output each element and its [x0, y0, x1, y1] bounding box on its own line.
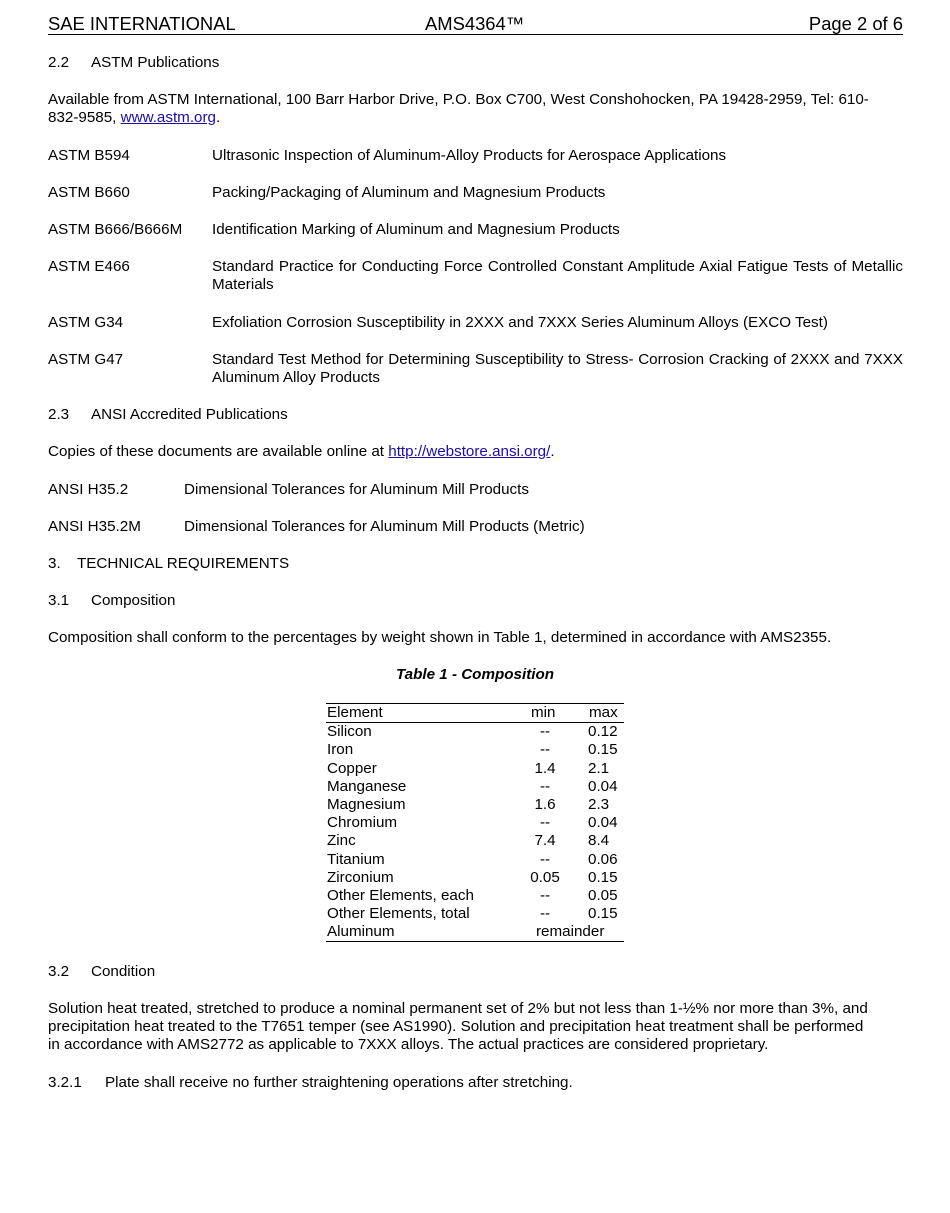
column-header-min: min	[531, 704, 556, 721]
reference-description: Standard Test Method for Determining Susceptibility to Stress- Corrosion Cracking of 2XXX and 7XXX Aluminum Alloy Products	[212, 351, 903, 386]
column-header-max: max	[589, 704, 618, 721]
composition-table	[326, 703, 624, 942]
table-row: Copper 1.4 2.1	[327, 759, 610, 777]
section-3-2-1-paragraph: 3.2.1 Plate shall receive no further straightening operations after stretching.	[48, 1074, 573, 1091]
reference-description: Standard Practice for Conducting Force Controlled Constant Amplitude Axial Fatigue Tests of Metallic Materials	[212, 258, 903, 293]
reference-code: ANSI H35.2M	[48, 518, 141, 535]
condition-paragraph: Solution heat treated, stretched to produce a nominal permanent set of 2% but not less than 1-½% nor more than 3%, and precipitation heat treated to the T7651 temper (see AS1990). Solution and precipitation heat treatment shall be performed in accordance with AMS2772 as applicable to 7XXX alloys. The actual practices are considered proprietary.	[48, 1000, 868, 1053]
composition-paragraph: Composition shall conform to the percentages by weight shown in Table 1, determined in accordance with AMS2355.	[48, 629, 832, 646]
reference-code: ASTM B660	[48, 184, 130, 201]
ansi-intro-paragraph: Copies of these documents are available online at http://webstore.ansi.org/.	[48, 443, 555, 460]
astm-intro-paragraph	[48, 91, 903, 127]
reference-code: ASTM G47	[48, 351, 124, 368]
reference-description: Exfoliation Corrosion Susceptibility in 2XXX and 7XXX Series Aluminum Alloys (EXCO Test)	[212, 314, 828, 331]
header-doc-number: AMS4364™	[425, 13, 525, 34]
table-row: Other Elements, each -- 0.05	[327, 886, 618, 904]
astm-website-link[interactable]: www.astm.org	[120, 109, 217, 126]
section-heading-3-1: 3.1 Composition	[48, 592, 176, 609]
reference-description: Packing/Packaging of Aluminum and Magnesium Products	[212, 184, 606, 201]
reference-code: ASTM G34	[48, 314, 124, 331]
table-row: Magnesium 1.6 2.3	[327, 795, 610, 813]
reference-code: ASTM B666/B666M	[48, 221, 183, 238]
table-row-aluminum: Aluminum remainder	[327, 923, 605, 941]
reference-code: ASTM B594	[48, 147, 130, 164]
section-heading-2-3: 2.3 ANSI Accredited Publications	[48, 406, 288, 423]
table-row: Titanium -- 0.06	[327, 850, 618, 868]
table-row: Iron -- 0.15	[327, 741, 618, 759]
table-1-title: Table 1 - Composition	[395, 666, 555, 683]
table-row: Manganese -- 0.04	[327, 777, 618, 795]
table-header-row	[326, 704, 624, 723]
ansi-webstore-link[interactable]: http://webstore.ansi.org/	[388, 443, 551, 460]
astm-intro-line-2: 832-9585, www.astm.org.	[48, 109, 221, 126]
astm-intro-line-1: Available from ASTM International, 100 Barr Harbor Drive, P.O. Box C700, West Conshohocken, PA 19428-2959, Tel: 610-	[48, 91, 869, 108]
reference-code: ANSI H35.2	[48, 481, 129, 498]
header-page-number: Page 2 of 6	[808, 13, 903, 34]
section-heading-3: 3. TECHNICAL REQUIREMENTS	[48, 555, 290, 572]
reference-description: Dimensional Tolerances for Aluminum Mill Products (Metric)	[184, 518, 585, 535]
reference-description: Dimensional Tolerances for Aluminum Mill Products	[184, 481, 529, 498]
header-org: SAE INTERNATIONAL	[48, 13, 236, 34]
table-row: Other Elements, total -- 0.15	[327, 905, 618, 923]
reference-code: ASTM E466	[48, 258, 130, 275]
table-row: Zinc 7.4 8.4	[327, 832, 610, 850]
reference-description: Identification Marking of Aluminum and Magnesium Products	[212, 221, 620, 238]
reference-description: Ultrasonic Inspection of Aluminum-Alloy Products for Aerospace Applications	[212, 147, 727, 164]
section-heading-3-2: 3.2 Condition	[48, 963, 156, 980]
table-row: Silicon -- 0.12	[327, 723, 618, 741]
section-heading-2-2: 2.2 ASTM Publications	[48, 54, 220, 71]
column-header-element: Element	[327, 704, 383, 721]
table-row: Chromium -- 0.04	[327, 814, 618, 832]
page-header	[48, 13, 903, 35]
table-row: Zirconium 0.05 0.15	[327, 868, 618, 886]
